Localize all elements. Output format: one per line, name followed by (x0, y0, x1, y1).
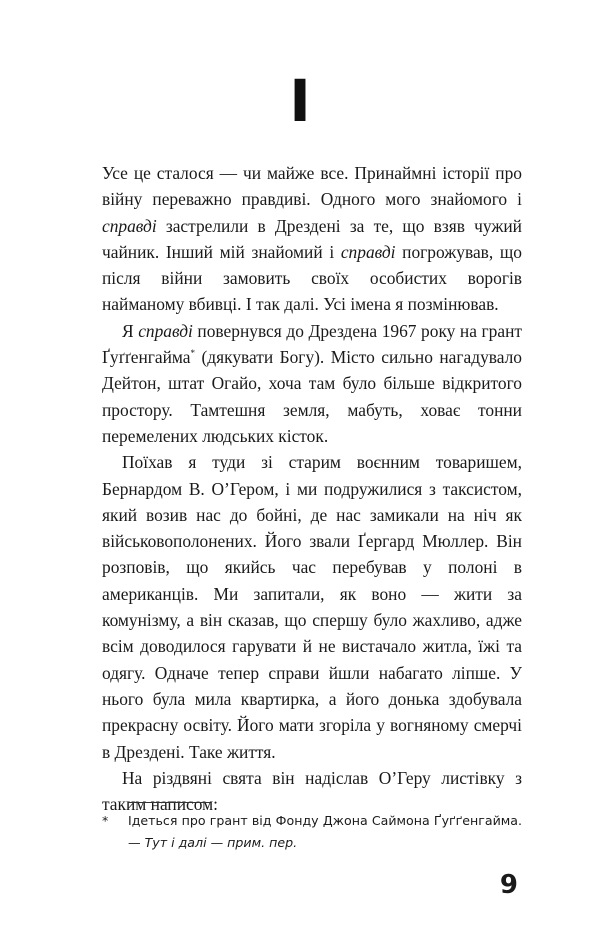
paragraph-1: Усе це сталося — чи майже все. Принаймні історії про війну переважно правдиві. Одного мого знайомого і справді застрелили в Дрездені за те, що взяв чужий чайник. Інший мій знайомий і справді погрожував, що після війни замовить своїх особистих ворогів найманому вбивці. І так далі. Усі імена я позмінював. (102, 163, 522, 315)
page-number: 9 (499, 870, 518, 900)
paragraph-2: Я справді повернувся до Дрездена 1967 року на грант Ґуґґенгайма* (дякувати Богу). Місто сильно нагадувало Дейтон, штат Огайо, хоча там було більше відкритого простору. Тамтешня земля, мабуть, ховає тонни перемелених людських кісток. (102, 320, 522, 446)
footnote (100, 810, 522, 854)
chapter-number: I (289, 67, 311, 135)
footnote-text: Ідеться про грант від Фонду Джона Саймона Ґуґґенгайма. — Тут і далі — прим. пер. (128, 813, 522, 850)
main-text (102, 160, 522, 817)
paragraph-3: Поїхав я туди зі старим воєнним товаришем, Бернардом В. О’Гером, і ми подружилися з таксистом, який возив нас до бойні, де нас замикали на ніч як військовополонених. Його звали Ґергард Мюллер. Він розповів, що якийсь час перебував у полоні в американців. Ми запитали, як воно — жити за комунізму, а він сказав, що спершу було жахливо, адже всім доводилося гарувати й не вистачало житла, їжі та одягу. Одначе тепер справи йшли набагато ліпше. У нього була мила квартирка, а його донька здобувала прекрасну освіту. Його мати згоріла у вогняному смерчі в Дрездені. Таке життя. (102, 452, 522, 762)
paragraph-4: На різдвяні свята він надіслав О’Геру листівку з таким написом: (102, 767, 522, 815)
footnote-reference: * (190, 348, 196, 359)
footnote-marker: * (102, 813, 109, 828)
footnote-divider (128, 802, 210, 803)
